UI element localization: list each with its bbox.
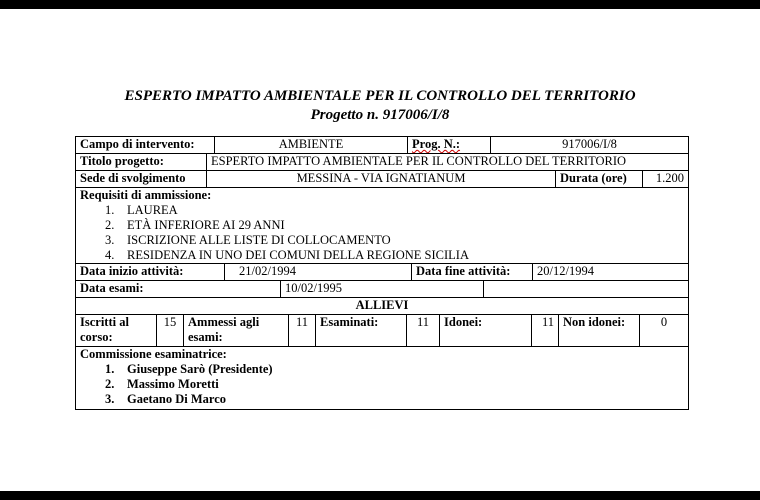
list-item-text: LAUREA [127,203,178,217]
idonei-value: 11 [532,315,559,346]
esami-empty-cell [484,281,688,297]
row-requisiti [76,188,688,264]
sede-value: MESSINA - VIA IGNATIANUM [207,171,556,187]
esaminati-label: Esaminati: [316,315,407,346]
bottom-border-bar [0,491,760,500]
inizio-label: Data inizio attività: [76,264,225,280]
esaminati-value: 11 [407,315,440,346]
list-item-number: 4. [105,248,115,262]
project-number: Progetto n. 917006/I/8 [310,107,450,123]
ammessi-label-line2: esami: [188,330,223,344]
requisiti-block [76,188,688,263]
list-item [105,392,684,407]
list-item-text: ISCRIZIONE ALLE LISTE DI COLLOCAMENTO [127,233,391,247]
campo-value: AMBIENTE [215,137,408,153]
non-idonei-label: Non idonei: [559,315,640,346]
non-idonei-value: 0 [660,315,668,329]
member-name: Gaetano Di Marco [127,392,227,406]
row-counts [76,315,688,347]
row-date-attivita [76,264,688,281]
row-campo [76,137,688,154]
iscritti-label-line2: corso: [80,330,113,344]
ammessi-label [184,315,289,346]
row-titolo [76,154,688,171]
commissione-block [76,347,688,409]
prog-value: 917006/I/8 [562,137,617,151]
project-form-table [75,136,689,410]
list-item-number: 3. [105,233,115,247]
list-item [105,248,684,263]
list-item-text: ETÀ INFERIORE AI 29 ANNI [127,218,285,232]
list-item-number: 1. [105,203,115,217]
list-item [105,218,684,233]
durata-label: Durata (ore) [556,171,643,187]
inizio-value: 21/02/1994 [225,264,412,280]
campo-label: Campo di intervento: [76,137,215,153]
member-name: Giuseppe Sarò (Presidente) [127,362,273,376]
titolo-value: ESPERTO IMPATTO AMBIENTALE PER IL CONTROLLO DEL TERRITORIO [211,154,627,168]
list-item-number: 3. [105,392,115,406]
row-commissione [76,347,688,409]
row-sede [76,171,688,188]
esami-value: 10/02/1995 [281,281,484,297]
prog-label [408,137,491,153]
list-item-text: RESIDENZA IN UNO DEI COMUNI DELLA REGIONE SICILIA [127,248,469,262]
fine-label: Data fine attività: [412,264,533,280]
allievi-header: ALLIEVI [355,298,409,312]
member-name: Massimo Moretti [127,377,219,391]
row-allievi [76,298,688,315]
list-item-number: 1. [105,362,115,376]
list-item [105,362,684,377]
list-item-number: 2. [105,218,115,232]
document-title: ESPERTO IMPATTO AMBIENTALE PER IL CONTROLLO DEL TERRITORIO [124,88,636,104]
fine-value: 20/12/1994 [537,264,594,278]
list-item [105,233,684,248]
durata-value: 1.200 [655,171,684,185]
commissione-list [80,362,684,407]
iscritti-value: 15 [157,315,184,346]
ammessi-value: 11 [289,315,316,346]
titolo-label: Titolo progetto: [76,154,207,170]
list-item-number: 2. [105,377,115,391]
ammessi-label-line1: Ammessi agli [188,315,260,329]
iscritti-label-line1: Iscritti al [80,315,129,329]
list-item [105,377,684,392]
sede-label: Sede di svolgimento [76,171,207,187]
requisiti-list [80,203,684,263]
idonei-label: Idonei: [440,315,532,346]
requisiti-label: Requisiti di ammissione: [80,188,212,202]
iscritti-label [76,315,157,346]
commissione-label: Commissione esaminatrice: [80,347,227,361]
esami-label: Data esami: [76,281,281,297]
row-data-esami [76,281,688,298]
list-item [105,203,684,218]
prog-label-text: Prog. N.: [412,137,461,151]
top-border-bar [0,0,760,9]
